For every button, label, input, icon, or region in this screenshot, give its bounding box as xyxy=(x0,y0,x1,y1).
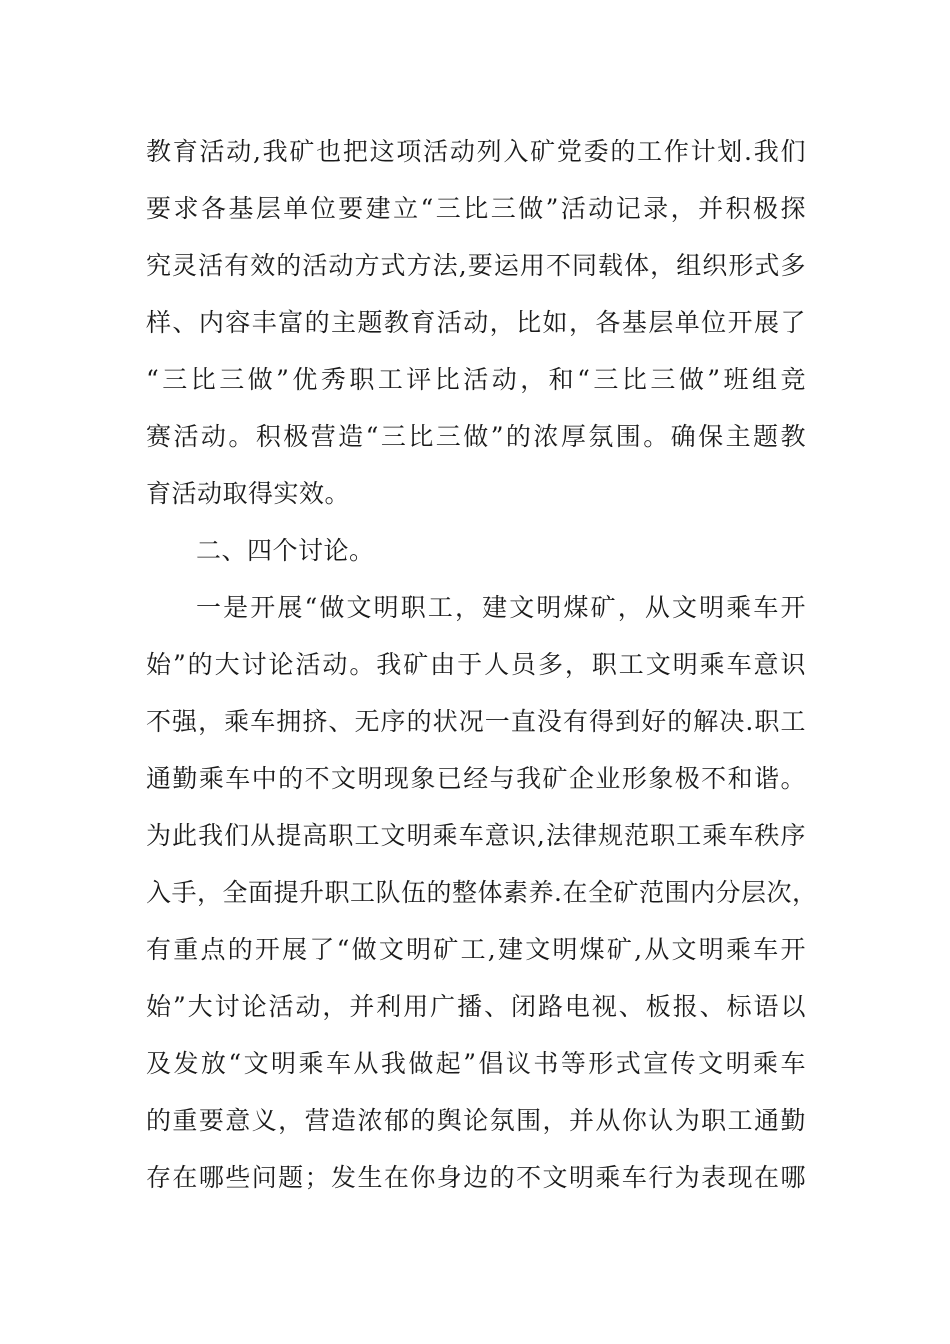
text-line: 样、内容丰富的主题教育活动，比如，各基层单位开展了 xyxy=(146,308,806,337)
text-line: 为此我们从提高职工文明乘车意识,法律规范职工乘车秩序 xyxy=(146,821,806,850)
text-line: 赛活动。积极营造“三比三做”的浓厚氛围。确保主题教 xyxy=(146,422,806,451)
text-line: “三比三做”优秀职工评比活动，和“三比三做”班组竞 xyxy=(146,365,806,394)
text-line: 通勤乘车中的不文明现象已经与我矿企业形象极不和谐。 xyxy=(146,764,806,793)
text-line: 教育活动,我矿也把这项活动列入矿党委的工作计划.我们 xyxy=(146,137,806,166)
text-line: 始”的大讨论活动。我矿由于人员多，职工文明乘车意识 xyxy=(146,650,806,679)
text-line: 有重点的开展了“做文明矿工,建文明煤矿,从文明乘车开 xyxy=(146,935,806,964)
text-line: 存在哪些问题；发生在你身边的不文明乘车行为表现在哪 xyxy=(146,1163,806,1192)
text-line: 入手，全面提升职工队伍的整体素养.在全矿范围内分层次， xyxy=(146,878,818,907)
text-line: 不强，乘车拥挤、无序的状况一直没有得到好的解决.职工 xyxy=(146,707,806,736)
text-line: 育活动取得实效。 xyxy=(146,479,351,508)
section-heading: 二、四个讨论。 xyxy=(196,536,375,565)
text-line: 要求各基层单位要建立“三比三做”活动记录，并积极探 xyxy=(146,194,806,223)
text-line: 的重要意义，营造浓郁的舆论氛围，并从你认为职工通勤 xyxy=(146,1106,806,1135)
text-line: 究灵活有效的活动方式方法,要运用不同载体，组织形式多 xyxy=(146,251,806,280)
text-line: 及发放“文明乘车从我做起”倡议书等形式宣传文明乘车 xyxy=(146,1049,806,1078)
text-line: 始”大讨论活动，并利用广播、闭路电视、板报、标语以 xyxy=(146,992,806,1021)
paragraph-first-line: 一是开展“做文明职工，建文明煤矿，从文明乘车开 xyxy=(196,593,806,622)
